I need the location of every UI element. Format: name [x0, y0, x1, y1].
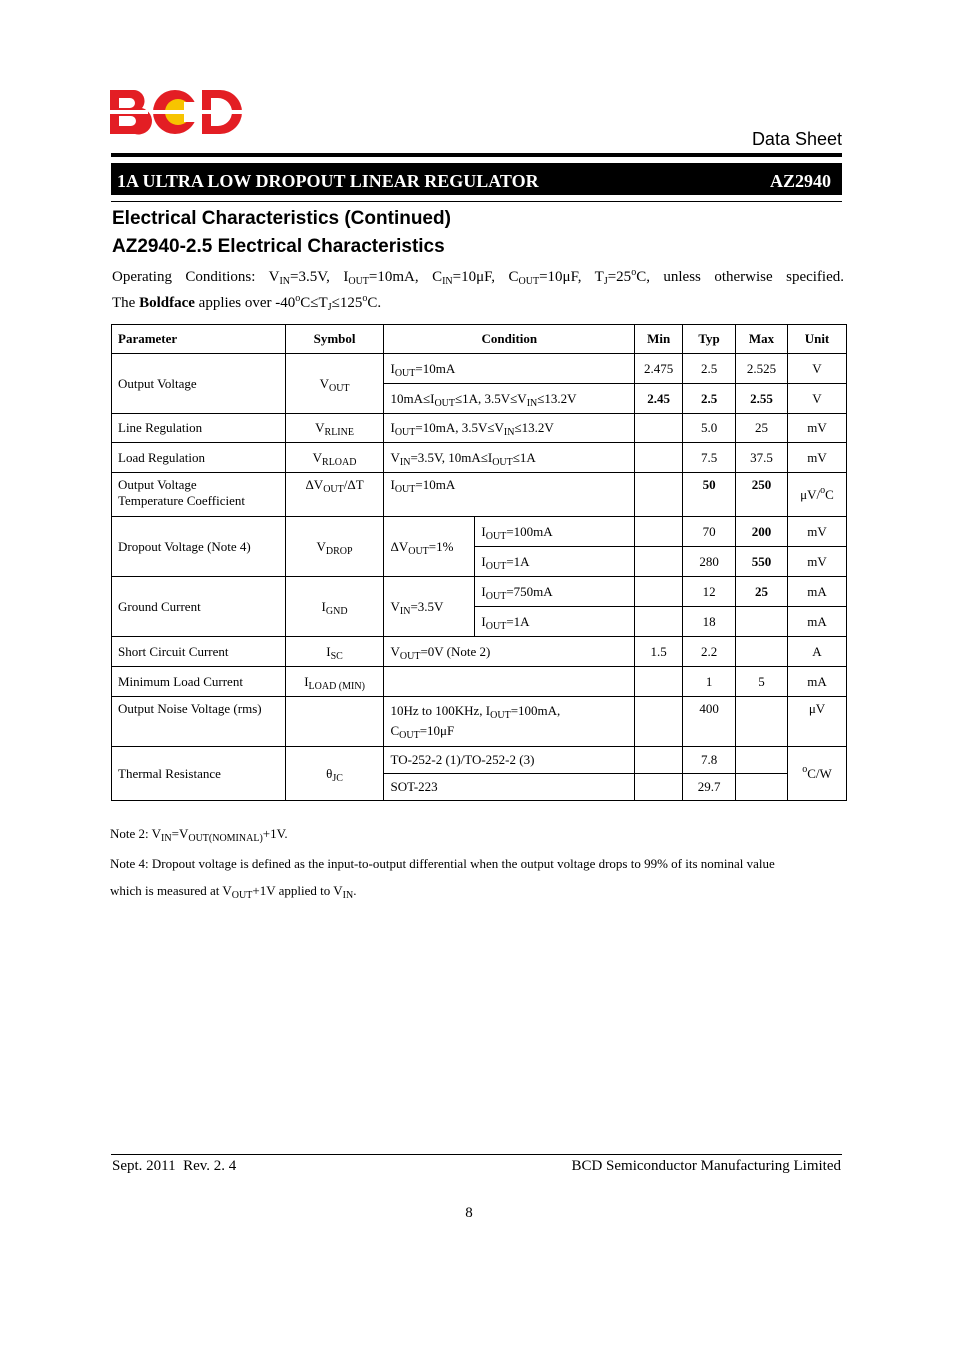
- param-cell: Line Regulation: [112, 414, 286, 443]
- title-underline: [111, 201, 842, 202]
- symbol-cell: $I_{SC}$: [285, 637, 384, 667]
- product-title: 1A ULTRA LOW DROPOUT LINEAR REGULATOR: [117, 171, 539, 191]
- table-row: [112, 414, 847, 443]
- symbol-cell: $V_{RLOAD}$: [285, 443, 384, 473]
- typ-cell: 2.5: [683, 354, 736, 384]
- note-4-continued: which is measured at $V_{OUT}+1V$ applied to $V_{IN}$.: [110, 883, 357, 901]
- symbol-cell: [285, 697, 384, 747]
- condition-cell: $V_{IN}=3.5V$, $10mA\le I_{OUT}\le 1A$: [384, 443, 635, 473]
- max-cell: 250: [736, 473, 788, 517]
- unit-cell: mA: [787, 577, 846, 607]
- param-cell: Minimum Load Current: [112, 667, 286, 697]
- header-min: Min: [635, 325, 683, 354]
- header-condition: Condition: [384, 325, 635, 354]
- condition-cell: 10Hz to 100KHz, $I_{OUT}=100mA$, $C_{OUT}=10\mu F$: [384, 697, 635, 747]
- operating-conditions: Operating Conditions: $V_{IN}=3.5V$, $I_{OUT}=10mA$, $C_{IN}=10\mu F$, $C_{OUT}=10\mu F$, $T_J=25^oC$, unless otherwise specified.: [112, 267, 845, 287]
- min-cell: [635, 667, 683, 697]
- unit-cell: mV: [787, 443, 846, 473]
- condition-cell: $I_{OUT}=10mA$: [384, 473, 635, 517]
- typ-cell: 7.5: [683, 443, 736, 473]
- max-cell: 200: [736, 517, 788, 547]
- typ-cell: 5.0: [683, 414, 736, 443]
- min-cell: [635, 774, 683, 801]
- note-2: Note 2: $V_{IN}=V_{OUT(NOMINAL)}+1V$.: [110, 826, 288, 844]
- max-cell: 2.55: [736, 384, 788, 414]
- unit-cell: V: [787, 384, 846, 414]
- min-cell: [635, 577, 683, 607]
- min-cell: [635, 443, 683, 473]
- max-cell: [736, 607, 788, 637]
- condition-subcell: $I_{OUT}=1A$: [475, 607, 635, 637]
- condition-subcell: $I_{OUT}=1A$: [475, 547, 635, 577]
- table-row: [112, 667, 847, 697]
- boldface-note: The Boldface applies over $-40^oC\le T_J\le 125^oC$.: [112, 293, 382, 313]
- param-cell: Output Noise Voltage (rms): [112, 697, 286, 747]
- min-cell: 1.5: [635, 637, 683, 667]
- max-cell: [736, 637, 788, 667]
- note-4: Note 4: Dropout voltage is defined as the input-to-output differential when the output voltage drops to 99% of its nominal value: [110, 856, 775, 871]
- typ-cell: 29.7: [683, 774, 736, 801]
- condition-cell: $I_{OUT}=10mA$: [384, 354, 635, 384]
- max-cell: 37.5: [736, 443, 788, 473]
- param-cell: Output Voltage Temperature Coefficient: [112, 473, 286, 517]
- unit-cell: $^o$C/W: [787, 747, 846, 801]
- unit-cell: mA: [787, 607, 846, 637]
- param-cell: Dropout Voltage (Note 4): [112, 517, 286, 577]
- page-number: 8: [465, 1205, 473, 1221]
- typ-cell: 280: [683, 547, 736, 577]
- condition-cell: [384, 667, 635, 697]
- table-row: [112, 517, 847, 547]
- unit-cell: mV: [787, 517, 846, 547]
- typ-cell: 1: [683, 667, 736, 697]
- param-cell: Short Circuit Current: [112, 637, 286, 667]
- table-row: [112, 473, 847, 517]
- min-cell: [635, 607, 683, 637]
- unit-cell: mA: [787, 667, 846, 697]
- symbol-cell: $I_{LOAD (MIN)}$: [285, 667, 384, 697]
- unit-cell: mV: [787, 547, 846, 577]
- unit-cell: A: [787, 637, 846, 667]
- condition-cell: SOT-223: [384, 774, 635, 801]
- footer-company: BCD Semiconductor Manufacturing Limited: [571, 1158, 841, 1174]
- unit-cell: V: [787, 354, 846, 384]
- symbol-cell: $V_{DROP}$: [285, 517, 384, 577]
- part-number: AZ2940: [769, 171, 831, 191]
- param-cell: Load Regulation: [112, 443, 286, 473]
- bcd-logo: [108, 88, 242, 136]
- symbol-cell: $I_{GND}$: [285, 577, 384, 637]
- symbol-cell: $\Delta V_{OUT}/\Delta T$: [285, 473, 384, 517]
- symbol-cell: $V_{RLINE}$: [285, 414, 384, 443]
- header-typ: Typ: [683, 325, 736, 354]
- typ-cell: 50: [683, 473, 736, 517]
- min-cell: 2.475: [635, 354, 683, 384]
- header-rule: [111, 153, 842, 157]
- max-cell: 550: [736, 547, 788, 577]
- symbol-cell: $\theta_{JC}$: [285, 747, 384, 801]
- max-cell: [736, 747, 788, 774]
- condition-cell: $10mA\le I_{OUT}\le 1A$, $3.5V\le V_{IN}\le 13.2V$: [384, 384, 635, 414]
- condition-subcell: $I_{OUT}=750mA$: [475, 577, 635, 607]
- table-row: [112, 577, 847, 607]
- header-max: Max: [736, 325, 788, 354]
- condition-cell: TO-252-2 (1)/TO-252-2 (3): [384, 747, 635, 774]
- param-cell: Output Voltage: [112, 354, 286, 414]
- param-cell: Ground Current: [112, 577, 286, 637]
- typ-cell: 12: [683, 577, 736, 607]
- doc-type-label: Data Sheet: [751, 129, 842, 149]
- min-cell: [635, 747, 683, 774]
- max-cell: [736, 774, 788, 801]
- max-cell: 2.525: [736, 354, 788, 384]
- min-cell: [635, 473, 683, 517]
- header-symbol: Symbol: [285, 325, 384, 354]
- condition-cell: $\Delta V_{OUT}=1\%$: [384, 517, 475, 577]
- condition-subcell: $I_{OUT}=100mA$: [475, 517, 635, 547]
- unit-cell: μV/$^o$C: [787, 473, 846, 517]
- typ-cell: 18: [683, 607, 736, 637]
- table-row: [112, 637, 847, 667]
- typ-cell: 70: [683, 517, 736, 547]
- typ-cell: 2.2: [683, 637, 736, 667]
- min-cell: [635, 517, 683, 547]
- header-unit: Unit: [787, 325, 846, 354]
- section-heading: Electrical Characteristics (Continued): [112, 208, 451, 229]
- param-cell: Thermal Resistance: [112, 747, 286, 801]
- electrical-characteristics-table: [111, 324, 847, 801]
- table-row: [112, 354, 847, 384]
- condition-cell: $V_{IN}=3.5V$: [384, 577, 475, 637]
- unit-cell: mV: [787, 414, 846, 443]
- subsection-heading: AZ2940-2.5 Electrical Characteristics: [112, 236, 445, 257]
- footer-rule: [111, 1154, 842, 1155]
- min-cell: [635, 547, 683, 577]
- min-cell: 2.45: [635, 384, 683, 414]
- typ-cell: 7.8: [683, 747, 736, 774]
- condition-cell: $I_{OUT}=10mA$, $3.5V\le V_{IN}\le 13.2V$: [384, 414, 635, 443]
- table-row: [112, 443, 847, 473]
- table-row: [112, 747, 847, 774]
- header-parameter: Parameter: [112, 325, 286, 354]
- max-cell: 5: [736, 667, 788, 697]
- condition-cell: $V_{OUT}=0V$ (Note 2): [384, 637, 635, 667]
- min-cell: [635, 697, 683, 747]
- typ-cell: 2.5: [683, 384, 736, 414]
- table-row: [112, 697, 847, 747]
- min-cell: [635, 414, 683, 443]
- typ-cell: 400: [683, 697, 736, 747]
- table-header-row: [112, 325, 847, 354]
- unit-cell: μV: [787, 697, 846, 747]
- footer-date-revision: Sept. 2011 Rev. 2. 4: [112, 1158, 237, 1174]
- symbol-cell: $V_{OUT}$: [285, 354, 384, 414]
- title-bar: [111, 163, 842, 195]
- max-cell: 25: [736, 577, 788, 607]
- max-cell: 25: [736, 414, 788, 443]
- max-cell: [736, 697, 788, 747]
